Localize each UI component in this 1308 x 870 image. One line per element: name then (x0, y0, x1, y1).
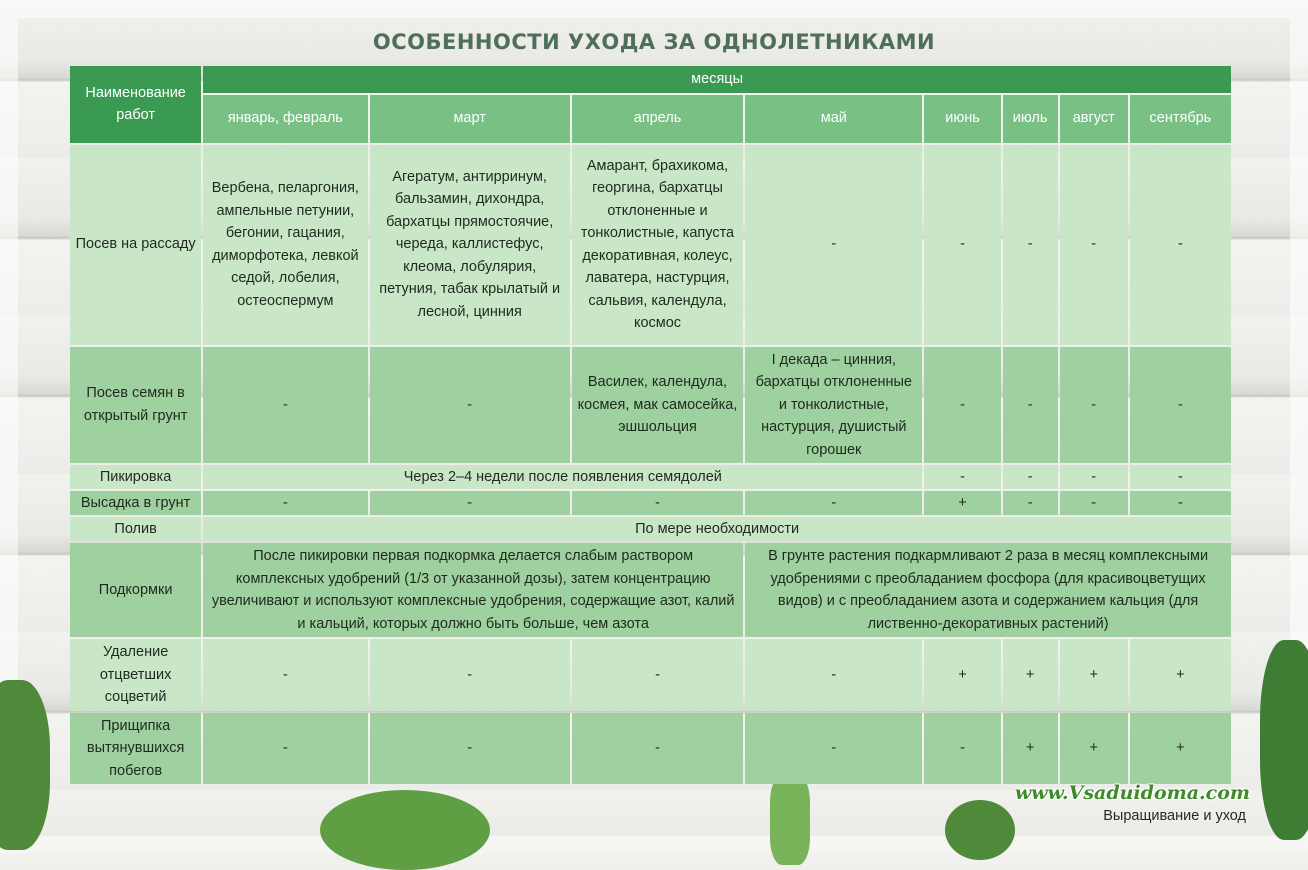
table-cell: - (1003, 145, 1058, 345)
table-cell: - (924, 145, 1000, 345)
table-row (70, 543, 1231, 637)
table-cell: - (1130, 347, 1231, 464)
row-name: Пикировка (70, 465, 201, 489)
table-cell: - (1130, 465, 1231, 489)
table-row (70, 145, 1231, 345)
table-cell: - (203, 639, 367, 711)
table-cell: - (1003, 347, 1058, 464)
row-name: Полив (70, 517, 201, 541)
table-row (70, 517, 1231, 541)
table-cell: - (924, 465, 1000, 489)
work-column-header: Наименование работ (70, 66, 201, 143)
table-cell: + (924, 639, 1000, 711)
care-table (68, 64, 1233, 786)
table-cell: - (924, 713, 1000, 785)
month-header-mar: март (370, 95, 570, 143)
table-cell: Агератум, антирринум, бальзамин, дихондра, бархатцы прямостоячие, череда, каллистефус, клеома, лобулярия, петуния, табак крылатый и лесной, цинния (370, 145, 570, 345)
table-cell: + (1130, 639, 1231, 711)
table-cell: - (203, 347, 367, 464)
table-row (70, 713, 1231, 785)
table-cell: - (370, 347, 570, 464)
table-cell: - (745, 145, 922, 345)
table-cell: Амарант, брахикома, георгина, бархатцы отклоненные и тонколистные, капуста декоративная, колеус, лаватера, настурция, сальвия, календула, космос (572, 145, 743, 345)
table-cell: - (1003, 465, 1058, 489)
table-cell: I декада – цинния, бархатцы отклоненные и тонколистные, настурция, душистый горошек (745, 347, 922, 464)
plant-decoration-right (1260, 640, 1308, 840)
table-cell: + (924, 491, 1000, 515)
table-cell: - (1060, 145, 1128, 345)
table-cell: - (924, 347, 1000, 464)
table-cell: - (745, 713, 922, 785)
plant-decoration-left (0, 680, 50, 850)
month-header-apr: апрель (572, 95, 743, 143)
plant-decoration-bottom (320, 790, 490, 870)
table-cell: + (1130, 713, 1231, 785)
table-cell: Василек, календула, космея, мак самосейка, эшшольция (572, 347, 743, 464)
month-header-may: май (745, 95, 922, 143)
row-name: Посев семян в открытый грунт (70, 347, 201, 464)
table-cell: + (1003, 713, 1058, 785)
table-cell: - (1130, 491, 1231, 515)
row-name: Посев на рассаду (70, 145, 201, 345)
table-cell: - (745, 491, 922, 515)
table-row (70, 465, 1231, 489)
table-cell: - (203, 491, 367, 515)
table-cell: - (572, 713, 743, 785)
table-row (70, 639, 1231, 711)
table-cell: - (572, 639, 743, 711)
site-url[interactable]: www.Vsaduidoma.com (1014, 782, 1250, 804)
table-cell: - (745, 639, 922, 711)
table-cell-span: Через 2–4 недели после появления семядолей (203, 465, 922, 489)
table-row (70, 347, 1231, 464)
table-cell: - (1130, 145, 1231, 345)
page-title: ОСОБЕННОСТИ УХОДА ЗА ОДНОЛЕТНИКАМИ (372, 30, 936, 54)
row-name: Удаление отцветших соцветий (70, 639, 201, 711)
table-cell: Вербена, пеларгония, ампельные петунии, бегонии, гацания, диморфотека, левкой седой, лобелия, остеоспермум (203, 145, 367, 345)
table-cell: - (370, 713, 570, 785)
row-name: Высадка в грунт (70, 491, 201, 515)
table-row (70, 491, 1231, 515)
table-cell: + (1060, 639, 1128, 711)
months-header: месяцы (203, 66, 1231, 93)
month-header-sep: сентябрь (1130, 95, 1231, 143)
month-header-jan-feb: январь, февраль (203, 95, 367, 143)
site-tagline: Выращивание и уход (1103, 808, 1246, 824)
table-cell: - (1060, 347, 1128, 464)
table-cell: - (370, 491, 570, 515)
table-cell: - (1060, 491, 1128, 515)
table-cell: + (1060, 713, 1128, 785)
table-cell: - (1003, 491, 1058, 515)
table-cell: - (370, 639, 570, 711)
table-cell: - (1060, 465, 1128, 489)
row-name: Подкормки (70, 543, 201, 637)
plant-decoration-bottom-right (945, 800, 1015, 860)
month-header-jun: июнь (924, 95, 1000, 143)
table-cell-span: После пикировки первая подкормка делается слабым раствором комплексных удобрений (1/3 от указанной дозы), затем концентрацию увеличивают и используют комплексные удобрения, содержащие азот, калий и кальций, которых должно быть больше, чем азота (203, 543, 743, 637)
table-cell-span: В грунте растения подкармливают 2 раза в месяц комплексными удобрениями с преобладанием фосфора (для красивоцветущих видов) и с преобладанием азота и содержанием кальция (для лиственно-декоративных растений) (745, 543, 1231, 637)
month-header-jul: июль (1003, 95, 1058, 143)
plant-decoration-bottom-center (770, 775, 810, 865)
table-cell: - (203, 713, 367, 785)
table-cell-span: По мере необходимости (203, 517, 1231, 541)
table-cell: - (572, 491, 743, 515)
month-header-aug: август (1060, 95, 1128, 143)
row-name: Прищипка вытянувшихся побегов (70, 713, 201, 785)
table-cell: + (1003, 639, 1058, 711)
